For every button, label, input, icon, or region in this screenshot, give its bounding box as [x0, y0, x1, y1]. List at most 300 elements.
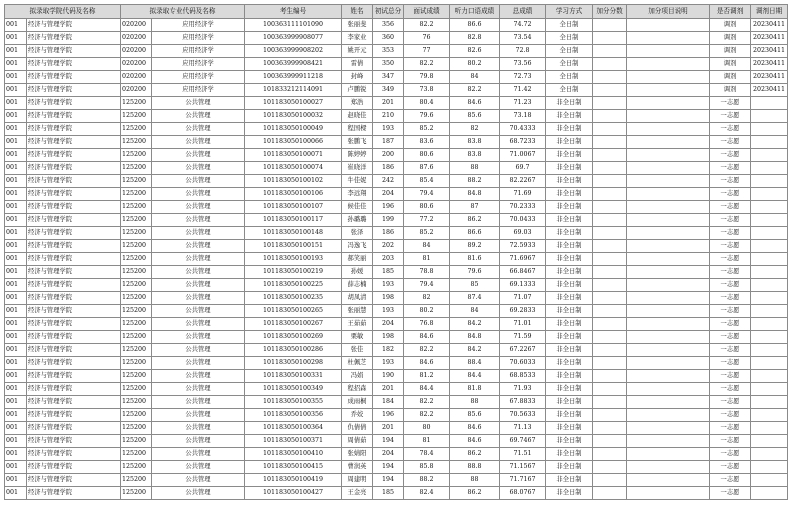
table-cell: 88.2	[450, 175, 500, 188]
table-cell: 公共管理	[152, 357, 245, 370]
table-cell: 88.4	[450, 357, 500, 370]
table-cell	[593, 266, 627, 279]
table-cell: 一志愿	[710, 279, 751, 292]
table-cell: 应用经济学	[152, 84, 245, 97]
table-cell: 调剂	[710, 19, 751, 32]
table-cell: 125200	[121, 97, 152, 110]
table-cell: 非全日制	[546, 175, 593, 188]
table-cell: 020200	[121, 19, 152, 32]
table-cell	[627, 461, 710, 474]
table-cell: 经济与管理学院	[27, 357, 121, 370]
table-cell: 71.23	[500, 97, 546, 110]
table-cell: 公共管理	[152, 253, 245, 266]
table-cell: 经济与管理学院	[27, 461, 121, 474]
table-cell	[593, 474, 627, 487]
table-cell: 84.6	[450, 97, 500, 110]
table-cell: 125200	[121, 240, 152, 253]
table-cell: 202	[373, 240, 404, 253]
table-cell: 84.6	[404, 357, 450, 370]
table-cell: 73.54	[500, 32, 546, 45]
table-cell: 一志愿	[710, 240, 751, 253]
table-cell: 成雨桐	[342, 396, 373, 409]
table-cell	[593, 461, 627, 474]
table-cell: 001	[5, 136, 27, 149]
table-cell: 76	[404, 32, 450, 45]
table-cell: 001	[5, 331, 27, 344]
table-cell: 一志愿	[710, 422, 751, 435]
table-cell: 81.2	[404, 370, 450, 383]
table-cell: 调剂	[710, 32, 751, 45]
table-cell: 100363999908202	[245, 45, 342, 58]
table-cell: 崔晓洋	[342, 162, 373, 175]
table-cell: 非全日制	[546, 383, 593, 396]
table-cell	[593, 253, 627, 266]
table-cell: 101183050100148	[245, 227, 342, 240]
table-cell: 84.8	[450, 188, 500, 201]
table-cell: 125200	[121, 448, 152, 461]
table-cell: 101183050100107	[245, 201, 342, 214]
table-cell: 125200	[121, 292, 152, 305]
table-cell: 101183050100117	[245, 214, 342, 227]
table-cell: 101183050100066	[245, 136, 342, 149]
table-cell	[627, 175, 710, 188]
table-cell: 125200	[121, 383, 152, 396]
table-cell: 经济与管理学院	[27, 474, 121, 487]
table-cell: 72.73	[500, 71, 546, 84]
table-row	[5, 149, 788, 162]
table-cell: 82.2	[404, 409, 450, 422]
table-cell	[593, 175, 627, 188]
table-cell: 201	[373, 383, 404, 396]
table-cell: 非全日制	[546, 435, 593, 448]
table-cell	[627, 58, 710, 71]
table-cell: 20230411	[751, 32, 788, 45]
table-cell: 85.8	[404, 461, 450, 474]
table-cell: 非全日制	[546, 201, 593, 214]
table-cell: 公共管理	[152, 435, 245, 448]
table-cell: 公共管理	[152, 136, 245, 149]
table-cell: 经济与管理学院	[27, 422, 121, 435]
table-cell: 71.07	[500, 292, 546, 305]
table-cell	[627, 383, 710, 396]
table-cell: 一志愿	[710, 331, 751, 344]
table-cell	[627, 149, 710, 162]
table-cell	[593, 383, 627, 396]
table-cell: 69.7	[500, 162, 546, 175]
table-cell: 卢鹏锐	[342, 84, 373, 97]
table-cell	[593, 97, 627, 110]
table-row	[5, 357, 788, 370]
table-row	[5, 32, 788, 45]
table-cell: 88	[450, 162, 500, 175]
table-cell: 经济与管理学院	[27, 188, 121, 201]
table-cell	[593, 422, 627, 435]
table-cell	[593, 162, 627, 175]
table-cell: 77	[404, 45, 450, 58]
table-cell: 193	[373, 123, 404, 136]
table-cell	[751, 383, 788, 396]
table-cell	[751, 396, 788, 409]
table-row	[5, 45, 788, 58]
table-cell: 周倩茹	[342, 435, 373, 448]
table-cell: 非全日制	[546, 396, 593, 409]
table-cell: 公共管理	[152, 474, 245, 487]
table-cell: 乔姣	[342, 409, 373, 422]
table-cell: 非全日制	[546, 279, 593, 292]
table-cell	[751, 136, 788, 149]
table-cell: 81	[404, 253, 450, 266]
table-row	[5, 305, 788, 318]
table-cell: 公共管理	[152, 461, 245, 474]
table-cell: 88.2	[404, 474, 450, 487]
table-row	[5, 123, 788, 136]
table-cell: 栗敏	[342, 331, 373, 344]
table-cell	[751, 227, 788, 240]
table-cell: 001	[5, 123, 27, 136]
table-cell	[593, 123, 627, 136]
table-cell	[627, 357, 710, 370]
table-cell: 杜佩芝	[342, 357, 373, 370]
table-cell: 001	[5, 305, 27, 318]
table-cell: 001	[5, 162, 27, 175]
table-cell: 候佳佳	[342, 201, 373, 214]
table-cell: 101183050100032	[245, 110, 342, 123]
table-cell: 80.2	[450, 58, 500, 71]
table-cell: 81.6	[450, 253, 500, 266]
table-row	[5, 292, 788, 305]
table-cell: 姚开元	[342, 45, 373, 58]
table-cell: 186	[373, 162, 404, 175]
table-cell: 242	[373, 175, 404, 188]
header-row	[5, 5, 788, 19]
table-cell: 80.2	[404, 305, 450, 318]
table-cell: 79.4	[404, 188, 450, 201]
table-cell	[593, 370, 627, 383]
table-cell: 张婧阳	[342, 448, 373, 461]
table-cell: 85.4	[404, 175, 450, 188]
table-cell	[593, 84, 627, 97]
table-cell: 一志愿	[710, 253, 751, 266]
table-cell	[751, 292, 788, 305]
table-row	[5, 253, 788, 266]
table-cell: 125200	[121, 123, 152, 136]
table-cell	[593, 331, 627, 344]
table-cell	[627, 240, 710, 253]
table-cell: 一志愿	[710, 214, 751, 227]
table-cell: 020200	[121, 58, 152, 71]
table-cell: 210	[373, 110, 404, 123]
table-cell: 牛佳妮	[342, 175, 373, 188]
table-cell: 一志愿	[710, 474, 751, 487]
table-cell: 125200	[121, 227, 152, 240]
table-cell: 101183050100427	[245, 487, 342, 500]
table-cell: 101183050100267	[245, 318, 342, 331]
table-cell: 82.2267	[500, 175, 546, 188]
table-cell: 100363999911218	[245, 71, 342, 84]
table-row	[5, 188, 788, 201]
table-cell: 190	[373, 370, 404, 383]
table-cell: 79.8	[404, 71, 450, 84]
table-cell: 非全日制	[546, 253, 593, 266]
table-cell: 非全日制	[546, 292, 593, 305]
table-cell	[627, 344, 710, 357]
table-cell: 125200	[121, 370, 152, 383]
table-cell: 353	[373, 45, 404, 58]
table-cell: 85.2	[404, 123, 450, 136]
table-cell: 125200	[121, 331, 152, 344]
table-cell	[627, 370, 710, 383]
table-cell: 公共管理	[152, 305, 245, 318]
table-cell	[593, 227, 627, 240]
table-cell: 85.6	[450, 409, 500, 422]
table-cell: 125200	[121, 435, 152, 448]
table-cell: 125200	[121, 136, 152, 149]
table-cell: 125200	[121, 461, 152, 474]
table-cell: 公共管理	[152, 396, 245, 409]
table-cell	[751, 422, 788, 435]
table-cell	[627, 305, 710, 318]
table-cell: 71.6967	[500, 253, 546, 266]
table-cell: 196	[373, 201, 404, 214]
table-cell: 调剂	[710, 71, 751, 84]
table-cell: 郝笑丽	[342, 253, 373, 266]
table-cell: 雷倩	[342, 58, 373, 71]
table-cell: 87	[450, 201, 500, 214]
table-cell: 一志愿	[710, 123, 751, 136]
table-cell	[627, 253, 710, 266]
table-cell: 101183050100049	[245, 123, 342, 136]
table-cell: 非全日制	[546, 344, 593, 357]
table-cell	[593, 45, 627, 58]
table-cell: 经济与管理学院	[27, 240, 121, 253]
table-cell: 一志愿	[710, 396, 751, 409]
table-cell: 一志愿	[710, 305, 751, 318]
table-cell: 020200	[121, 45, 152, 58]
table-row	[5, 383, 788, 396]
table-cell: 001	[5, 32, 27, 45]
table-cell: 125200	[121, 188, 152, 201]
table-cell: 20230411	[751, 19, 788, 32]
table-cell: 经济与管理学院	[27, 71, 121, 84]
table-cell	[593, 396, 627, 409]
table-cell: 80.6	[404, 201, 450, 214]
table-cell: 83.8	[450, 136, 500, 149]
table-cell: 非全日制	[546, 136, 593, 149]
header-cell: 加分分数	[593, 5, 627, 19]
table-cell: 81.8	[450, 383, 500, 396]
table-cell: 001	[5, 435, 27, 448]
table-cell: 71.93	[500, 383, 546, 396]
table-cell	[751, 240, 788, 253]
table-row	[5, 370, 788, 383]
table-cell: 公共管理	[152, 331, 245, 344]
table-cell	[751, 344, 788, 357]
table-cell: 经济与管理学院	[27, 136, 121, 149]
table-row	[5, 279, 788, 292]
table-cell: 001	[5, 227, 27, 240]
table-cell: 201	[373, 422, 404, 435]
table-cell: 101183050100356	[245, 409, 342, 422]
table-cell: 20230411	[751, 71, 788, 84]
table-cell: 125200	[121, 149, 152, 162]
table-cell: 350	[373, 58, 404, 71]
table-cell	[751, 149, 788, 162]
header-cell: 调剂日期	[751, 5, 788, 19]
table-cell: 101183050100349	[245, 383, 342, 396]
table-cell: 82	[404, 292, 450, 305]
table-cell: 20230411	[751, 58, 788, 71]
table-cell: 193	[373, 357, 404, 370]
table-cell: 73.56	[500, 58, 546, 71]
table-cell	[627, 136, 710, 149]
table-cell: 69.2833	[500, 305, 546, 318]
table-cell: 公共管理	[152, 409, 245, 422]
table-cell: 王茹茹	[342, 318, 373, 331]
table-cell	[627, 474, 710, 487]
table-cell: 71.51	[500, 448, 546, 461]
table-cell: 封峰	[342, 71, 373, 84]
table-cell: 86.2	[450, 214, 500, 227]
table-row	[5, 240, 788, 253]
table-cell: 全日制	[546, 58, 593, 71]
table-cell: 86.2	[450, 448, 500, 461]
table-cell: 001	[5, 266, 27, 279]
table-cell: 001	[5, 175, 27, 188]
table-row	[5, 162, 788, 175]
table-cell: 78.8	[404, 266, 450, 279]
table-cell: 125200	[121, 318, 152, 331]
admission-list	[4, 4, 788, 500]
table-cell: 349	[373, 84, 404, 97]
table-cell: 101183050100027	[245, 97, 342, 110]
table-cell: 001	[5, 58, 27, 71]
table-cell: 调剂	[710, 84, 751, 97]
table-cell: 张佳	[342, 344, 373, 357]
table-cell	[751, 357, 788, 370]
table-cell	[751, 266, 788, 279]
table-cell: 公共管理	[152, 318, 245, 331]
table-cell: 193	[373, 305, 404, 318]
table-cell: 201	[373, 97, 404, 110]
table-cell: 001	[5, 45, 27, 58]
table-cell: 101183050100298	[245, 357, 342, 370]
table-cell	[751, 370, 788, 383]
table-cell: 20230411	[751, 84, 788, 97]
table-cell	[593, 58, 627, 71]
table-cell: 86.6	[450, 227, 500, 240]
table-cell: 82.4	[404, 487, 450, 500]
table-cell: 101183050100269	[245, 331, 342, 344]
table-cell: 73.18	[500, 110, 546, 123]
table-cell: 全日制	[546, 19, 593, 32]
table-cell: 郑浩	[342, 97, 373, 110]
header-cell: 考生编号	[245, 5, 342, 19]
table-cell: 公共管理	[152, 214, 245, 227]
table-cell: 全日制	[546, 32, 593, 45]
table-row	[5, 331, 788, 344]
table-cell: 125200	[121, 279, 152, 292]
table-cell: 经济与管理学院	[27, 123, 121, 136]
table-cell: 193	[373, 279, 404, 292]
table-cell: 185	[373, 266, 404, 279]
table-cell: 101183050100364	[245, 422, 342, 435]
table-cell: 347	[373, 71, 404, 84]
table-row	[5, 266, 788, 279]
table-cell	[627, 162, 710, 175]
table-cell	[593, 305, 627, 318]
table-cell: 公共管理	[152, 240, 245, 253]
header-cell: 拟录取学院代码及名称	[5, 5, 121, 19]
table-cell: 孙媛	[342, 266, 373, 279]
table-cell: 84	[404, 240, 450, 253]
table-cell: 001	[5, 461, 27, 474]
table-cell: 公共管理	[152, 227, 245, 240]
table-cell: 一志愿	[710, 487, 751, 500]
table-cell: 公共管理	[152, 123, 245, 136]
table-cell: 360	[373, 32, 404, 45]
table-cell	[751, 318, 788, 331]
table-cell: 125200	[121, 175, 152, 188]
table-cell: 69.03	[500, 227, 546, 240]
table-cell: 非全日制	[546, 227, 593, 240]
table-cell: 204	[373, 318, 404, 331]
table-cell: 88	[450, 474, 500, 487]
table-cell: 101183050100225	[245, 279, 342, 292]
table-cell: 陈婷婷	[342, 149, 373, 162]
table-cell	[627, 214, 710, 227]
table-cell: 001	[5, 474, 27, 487]
table-cell: 71.0067	[500, 149, 546, 162]
table-cell: 非全日制	[546, 474, 593, 487]
table-cell: 125200	[121, 266, 152, 279]
table-cell: 胡凤清	[342, 292, 373, 305]
header-cell: 初试总分	[373, 5, 404, 19]
table-row	[5, 461, 788, 474]
table-cell: 68.8533	[500, 370, 546, 383]
table-cell	[627, 435, 710, 448]
table-cell: 经济与管理学院	[27, 32, 121, 45]
table-cell: 经济与管理学院	[27, 409, 121, 422]
table-cell: 非全日制	[546, 123, 593, 136]
table-row	[5, 487, 788, 500]
table-cell: 非全日制	[546, 370, 593, 383]
table-cell: 非全日制	[546, 487, 593, 500]
table-cell: 101183050100071	[245, 149, 342, 162]
table-cell	[751, 409, 788, 422]
table-cell: 一志愿	[710, 344, 751, 357]
table-row	[5, 84, 788, 97]
table-cell: 经济与管理学院	[27, 201, 121, 214]
table-cell: 一志愿	[710, 201, 751, 214]
table-cell: 公共管理	[152, 110, 245, 123]
table-cell: 001	[5, 201, 27, 214]
table-cell: 76.8	[404, 318, 450, 331]
table-cell: 经济与管理学院	[27, 344, 121, 357]
table-cell: 71.13	[500, 422, 546, 435]
table-cell: 一志愿	[710, 448, 751, 461]
table-cell: 001	[5, 240, 27, 253]
table-cell: 经济与管理学院	[27, 266, 121, 279]
table-cell: 82.2	[404, 58, 450, 71]
table-cell: 86.6	[450, 19, 500, 32]
table-cell	[627, 409, 710, 422]
table-row	[5, 214, 788, 227]
table-row	[5, 318, 788, 331]
table-cell	[627, 19, 710, 32]
table-cell: 公共管理	[152, 370, 245, 383]
table-cell: 001	[5, 383, 27, 396]
table-cell: 应用经济学	[152, 32, 245, 45]
